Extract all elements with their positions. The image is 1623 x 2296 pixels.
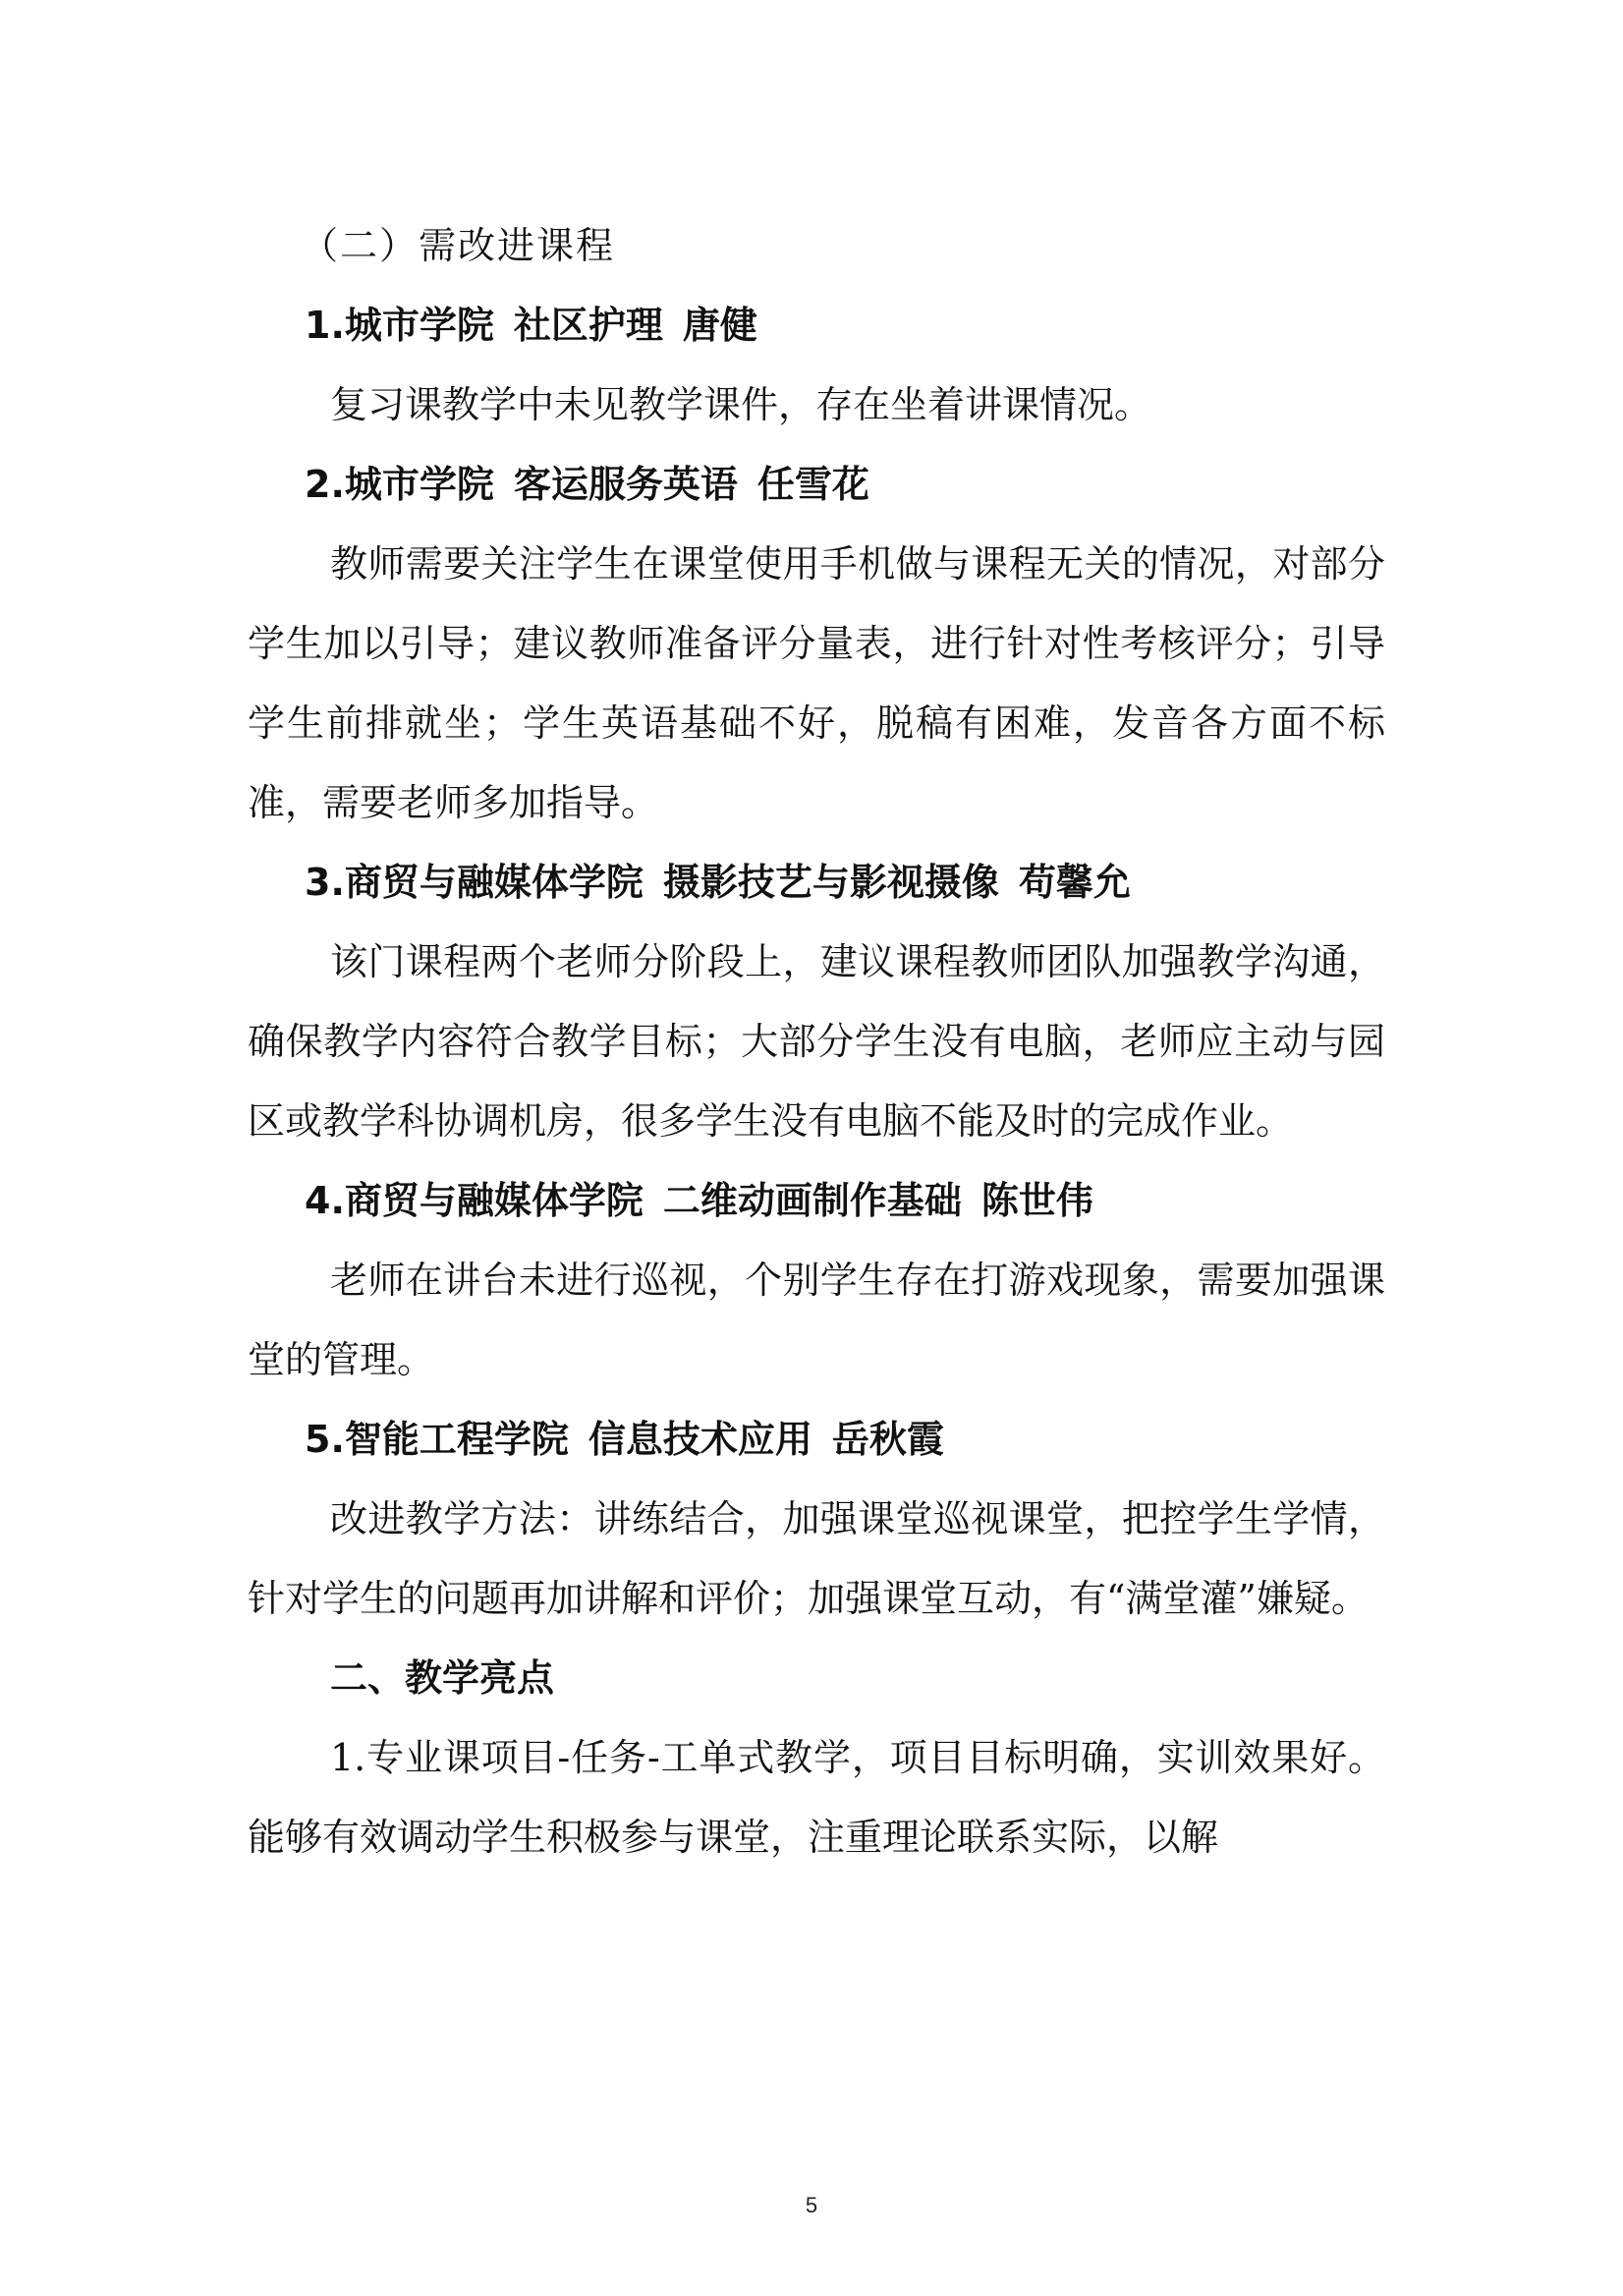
item-college: 城市学院 <box>344 304 494 347</box>
item-college: 智能工程学院 <box>344 1418 569 1461</box>
item-heading <box>248 843 1385 923</box>
item-number: 4. <box>305 1179 345 1222</box>
item-text: 教师需要关注学生在课堂使用手机做与课程无关的情况，对部分学生加以引导；建议教师准备评分量表，进行针对性考核评分；引导学生前排就坐；学生英语基础不好，脱稿有困难，发音各方面不标准，需要老师多加指导。 <box>248 542 1385 824</box>
item-teacher: 陈世伟 <box>980 1179 1093 1222</box>
item-text: 该门课程两个老师分阶段上，建议课程教师团队加强教学沟通，确保教学内容符合教学目标；大部分学生没有电脑，老师应主动与园区或教学科协调机房，很多学生没有电脑不能及时的完成作业。 <box>248 940 1385 1143</box>
item-course: 二维动画制作基础 <box>662 1179 962 1222</box>
page-number: 5 <box>805 2193 818 2217</box>
document-body <box>248 206 1385 1877</box>
item-college: 商贸与融媒体学院 <box>344 861 644 904</box>
item-heading <box>248 1161 1385 1241</box>
item-heading <box>248 286 1385 365</box>
item-heading <box>248 445 1385 525</box>
item-number: 5. <box>305 1418 345 1461</box>
item-college: 城市学院 <box>344 463 494 506</box>
item-text: 复习课教学中未见教学课件，存在坐着讲课情况。 <box>330 383 1152 426</box>
item-number: 2. <box>305 463 345 506</box>
item-teacher: 任雪花 <box>756 463 869 506</box>
section-title: 二、教学亮点 <box>330 1656 555 1700</box>
item-course: 客运服务英语 <box>513 463 738 506</box>
item-teacher: 唐健 <box>682 304 757 347</box>
item-course: 摄影技艺与影视摄像 <box>662 861 999 904</box>
item-text: 老师在讲台未进行巡视，个别学生存在打游戏现象，需要加强课堂的管理。 <box>248 1259 1385 1381</box>
item-teacher: 苟馨允 <box>1018 861 1131 904</box>
item-course: 信息技术应用 <box>588 1418 812 1461</box>
item-teacher: 岳秋霞 <box>831 1418 944 1461</box>
item-heading <box>248 1400 1385 1480</box>
item-course: 社区护理 <box>513 304 663 347</box>
item-number: 3. <box>305 861 345 904</box>
item-number: 1. <box>305 304 345 347</box>
item-text: 改进教学方法：讲练结合，加强课堂巡视课堂，把控学生学情，针对学生的问题再加讲解和评价；加强课堂互动，有“满堂灌”嫌疑。 <box>248 1497 1385 1620</box>
subsection-title: （二）需改进课程 <box>301 224 616 267</box>
highlight-text: 1.专业课项目-任务-工单式教学，项目目标明确，实训效果好。能够有效调动学生积极参与课堂，注重理论联系实际，以解 <box>248 1736 1385 1859</box>
item-college: 商贸与融媒体学院 <box>344 1179 644 1222</box>
